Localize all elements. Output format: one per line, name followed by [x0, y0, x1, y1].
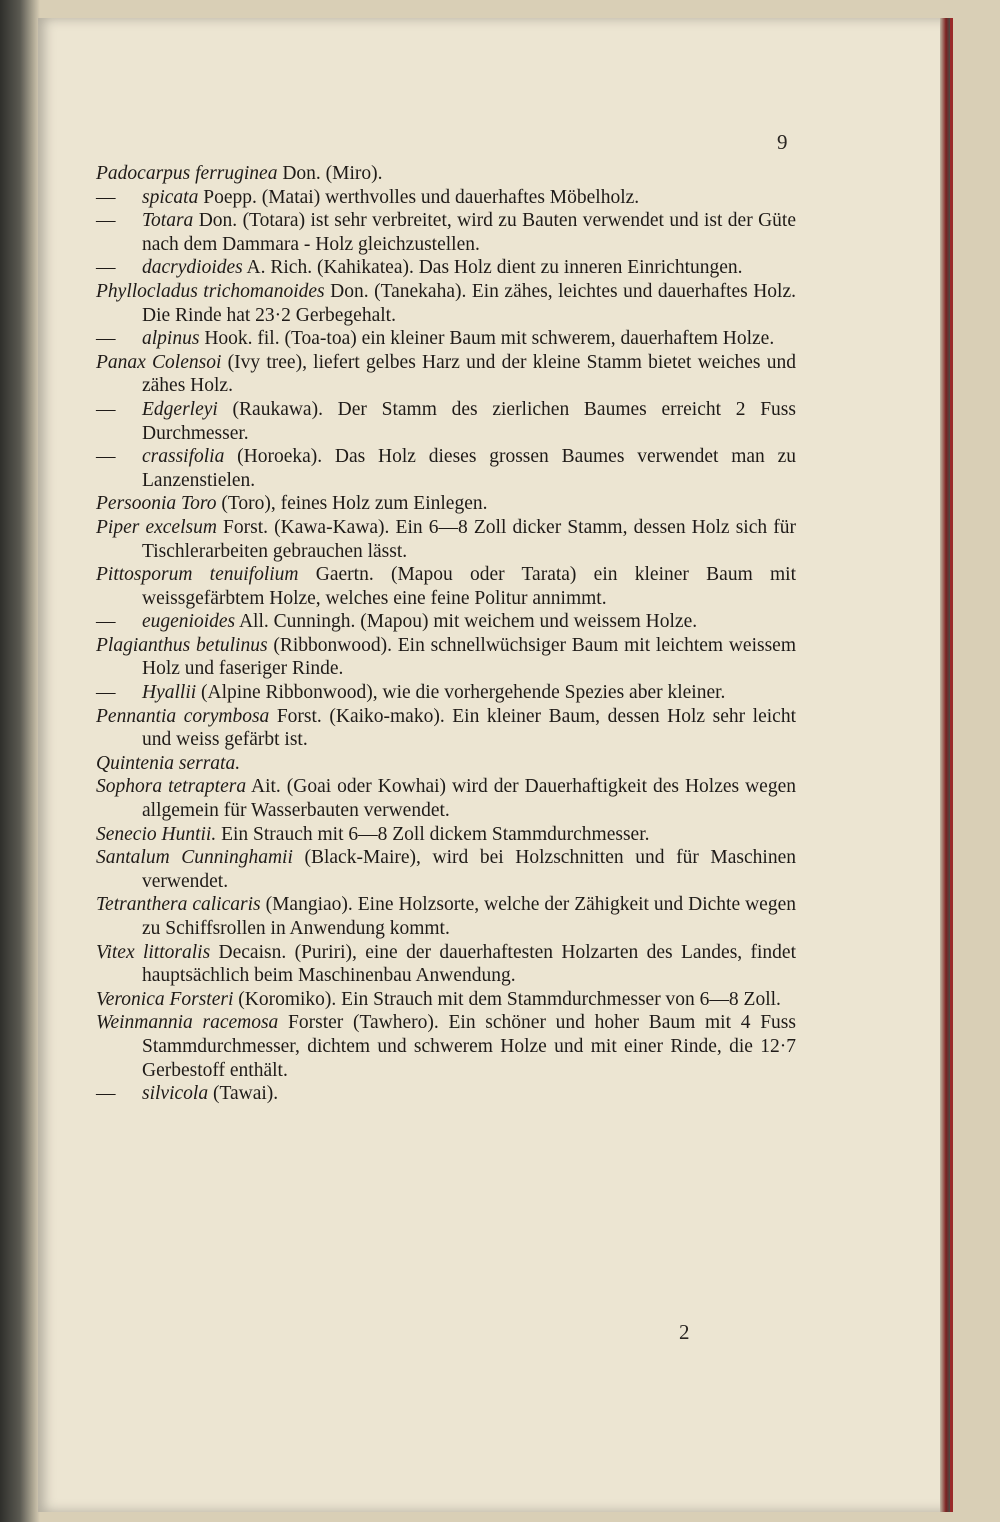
- species-name: Santalum Cunninghamii: [96, 847, 293, 869]
- species-name: Weinmannia racemosa: [96, 1012, 279, 1034]
- species-entry: [96, 351, 796, 398]
- species-entry: [96, 1011, 796, 1082]
- page-edge: [940, 18, 950, 1512]
- species-entry: [96, 610, 796, 634]
- species-description: (Koromiko). Ein Strauch mit dem Stammdurchmesser von 6—8 Zoll.: [233, 988, 781, 1010]
- species-entry: [96, 186, 796, 210]
- species-description: Forst. (Kawa-Kawa). Ein 6—8 Zoll dicker Stamm, dessen Holz sich für Tischlerarbeiten gebrauchen lässt.: [142, 516, 796, 562]
- species-name: Hyallii: [142, 682, 197, 704]
- species-description: Ein Strauch mit 6—8 Zoll dickem Stammdurchmesser.: [216, 823, 650, 845]
- species-entry: [96, 988, 796, 1012]
- species-description: Don. (Miro).: [277, 163, 383, 184]
- species-description: (Alpine Ribbonwood), wie die vorhergehende Spezies aber kleiner.: [196, 682, 726, 704]
- ditto-dash: —: [96, 210, 116, 232]
- species-entry: [96, 445, 796, 492]
- species-entry: [96, 162, 796, 186]
- ditto-dash: —: [96, 446, 116, 468]
- species-name: Padocarpus ferruginea: [96, 163, 278, 184]
- species-name: Piper excelsum: [96, 516, 217, 538]
- species-entry: [96, 492, 796, 516]
- species-entry: [96, 563, 796, 610]
- species-description: All. Cunningh. (Mapou) mit weichem und weissem Holze.: [235, 611, 698, 633]
- species-name: spicata: [142, 186, 199, 208]
- species-entry: [96, 893, 796, 940]
- species-entry: [96, 752, 796, 776]
- species-name: Sophora tetraptera: [96, 776, 247, 798]
- species-name: Persoonia Toro: [96, 493, 217, 515]
- species-entry: [96, 516, 796, 563]
- species-description: (Ribbonwood). Ein schnellwüchsiger Baum mit leichtem weissem Holz und faseriger Rinde.: [142, 634, 797, 680]
- ditto-dash: —: [96, 682, 116, 704]
- species-description: Don. (Tanekaha). Ein zähes, leichtes und dauerhaftes Holz. Die Rinde hat 23·2 Gerbegehalt.: [142, 280, 797, 326]
- species-description: Ait. (Goai oder Kowhai) wird der Dauerhaftigkeit des Holzes wegen allgemein für Wasserbauten verwendet.: [142, 776, 796, 822]
- species-name: Totara: [142, 210, 194, 232]
- species-description: Poepp. (Matai) werthvolles und dauerhaftes Möbelholz.: [198, 186, 640, 208]
- species-name: eugenioides: [142, 611, 236, 633]
- species-name: Veronica Forsteri: [96, 988, 234, 1010]
- species-entry: [96, 823, 796, 847]
- species-description: (Mangiao). Eine Holzsorte, welche der Zähigkeit und Dichte wegen zu Schiffsrollen in Anwendung kommt.: [142, 894, 796, 939]
- page-number: 9: [777, 130, 788, 154]
- species-entry: [96, 1082, 796, 1106]
- species-name: Edgerleyi: [142, 398, 218, 420]
- species-entry: [96, 775, 796, 822]
- ditto-dash: —: [96, 328, 116, 350]
- species-entry: [96, 681, 796, 705]
- species-description: Gaertn. (Mapou oder Tarata) ein kleiner Baum mit weissgefärbtem Holze, welches eine feine Politur annimmt.: [142, 564, 796, 609]
- species-name: Phyllocladus trichomanoides: [96, 280, 325, 302]
- species-entry: [96, 705, 796, 752]
- species-name: Vitex littoralis: [96, 941, 211, 963]
- species-name: Senecio Huntii.: [96, 823, 217, 845]
- species-name: silvicola: [142, 1083, 209, 1105]
- species-description: Decaisn. (Puriri), eine der dauerhaftesten Holzarten des Landes, findet hauptsächlich beim Maschinenbau Anwendung.: [142, 941, 797, 987]
- species-entry: [96, 634, 796, 681]
- species-entry: [96, 941, 796, 988]
- species-name: Pennantia corymbosa: [96, 705, 270, 727]
- species-description: (Raukawa). Der Stamm des zierlichen Baumes erreicht 2 Fuss Durchmesser.: [142, 398, 796, 444]
- species-name: Plagianthus betulinus: [96, 634, 268, 656]
- signature-mark: 2: [679, 1320, 690, 1344]
- species-name: crassifolia: [142, 446, 225, 468]
- species-entry: [96, 398, 796, 445]
- ditto-dash: —: [96, 611, 116, 633]
- species-name: Panax Colensoi: [96, 351, 222, 373]
- ditto-dash: —: [96, 186, 116, 208]
- species-entry: [96, 209, 796, 256]
- species-description: Don. (Totara) ist sehr verbreitet, wird zu Bauten verwendet und ist der Güte nach dem Dammara - Holz gleichzustellen.: [142, 210, 796, 255]
- species-description: (Black-Maire), wird bei Holzschnitten und für Maschinen verwendet.: [142, 847, 796, 892]
- species-description: Hook. fil. (Toa-toa) ein kleiner Baum mit schwerem, dauerhaftem Holze.: [199, 328, 775, 350]
- species-description: (Ivy tree), liefert gelbes Harz und der kleine Stamm bietet weiches und zähes Holz.: [142, 351, 796, 397]
- ditto-dash: —: [96, 1083, 116, 1105]
- species-name: dacrydioides: [142, 257, 243, 279]
- species-entry: [96, 327, 796, 351]
- species-list: [96, 162, 796, 1106]
- species-entry: [96, 846, 796, 893]
- species-name: Pittosporum tenuifolium: [96, 564, 299, 586]
- species-description: Forster (Tawhero). Ein schöner und hoher Baum mit 4 Fuss Stammdurchmesser, dichtem und schwerem Holze und mit einer Rinde, die 12·7 Gerbestoff enthält.: [142, 1012, 796, 1081]
- species-description: (Tawai).: [208, 1083, 279, 1105]
- species-name: alpinus: [142, 328, 200, 350]
- species-description: Forst. (Kaiko-mako). Ein kleiner Baum, dessen Holz sehr leicht und weiss gefärbt ist.: [142, 705, 796, 751]
- species-description: A. Rich. (Kahikatea). Das Holz dient zu inneren Einrichtungen.: [242, 257, 743, 279]
- species-entry: [96, 280, 796, 327]
- species-name: Quintenia serrata.: [96, 752, 241, 774]
- ditto-dash: —: [96, 257, 116, 279]
- species-name: Tetranthera calicaris: [96, 894, 261, 916]
- species-description: (Horoeka). Das Holz dieses grossen Baumes verwendet man zu Lanzenstielen.: [142, 446, 796, 491]
- ditto-dash: —: [96, 398, 116, 420]
- species-entry: [96, 256, 796, 280]
- species-description: (Toro), feines Holz zum Einlegen.: [216, 493, 488, 515]
